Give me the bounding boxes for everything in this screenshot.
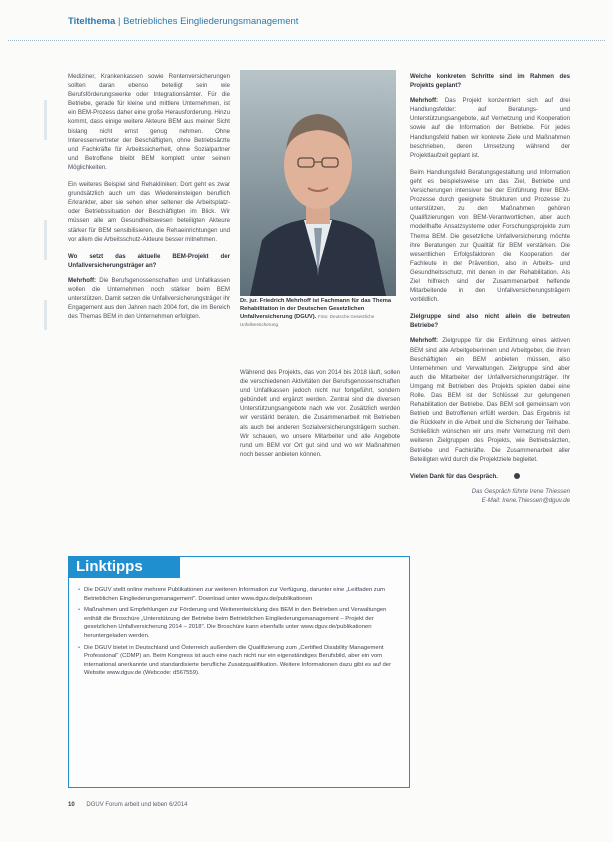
header-topic: Betriebliches Eingliederungsmanagement [123,16,299,27]
answer-lead: Mehrhoff: [410,337,439,345]
page-footer [68,802,187,808]
answer-lead: Mehrhoff: [410,97,439,105]
photo-credit: Foto: Deutsche Gesetzliche Unfallversicherung [240,314,375,327]
interviewer-credit: Das Gespräch führte Irene Thiessen [471,487,570,495]
thanks-line [410,472,570,481]
answer-2 [410,96,570,160]
header-rubric: Titelthema [68,16,116,27]
photo-caption [240,297,396,329]
running-header [68,16,298,27]
thanks-text: Vielen Dank für das Gespräch. [410,472,498,480]
caption-text: Dr. jur. Friedrich Mehrhoff ist Fachmann für das Thema Rehabilitation in der Deutschen Gesetzlichen Unfallversicherung (DGUV). [240,298,392,320]
interviewer-email: E-Mail: Irene.Thiessen@dguv.de [481,496,570,504]
margin-accent [44,300,47,330]
page-number: 10 [68,802,75,808]
answer-1 [68,276,230,321]
end-mark-icon [514,473,520,479]
linktipp-item: • Maßnahmen und Empfehlungen zur Förderung und Weiterentwicklung des BEM in den Betrieben und Verwaltungen enthält die Broschüre „Unterstützung der Betriebe beim Betrieblichen Eingliederungsmanagement – Projekt der gesetzlichen Unfallversicherung 2014 – 2018". Die Broschüre kann ebenfalls unter www.dguv.de/publikationen heruntergeladen werden. [78,606,400,640]
header-separator: | [117,16,121,27]
linktipp-item: • Die DGUV bietet in Deutschland und Österreich außerdem die Qualifizierung zum „Certified Disability Management Professional" (CDMP) an. Beim Kongress ist auch eine nach nicht nur ein eigenständiges Berufsbild, aber ein vom international anerkannte und standardisierte berufliche Zusatzqualifikation. Weitere Informationen dazu gibt es auf der Website www.dguv.de (Webcode: d567559). [78,644,400,678]
left-paragraph-2: Ein weiteres Beispiel sind Rehakliniken: Dort geht es zwar grundsätzlich auch um das Wiedereinsteigen beruflich Erkrankter, aber sie sehen eher seltener die Arbeitsplatz- oder Betriebssituation der Beschäftigten im Blick. Wir müssen alle am Gesundheitswesen beteiligten Akteure stärker für BEM sensibilisieren, die Rehaeinrichtungen und vor allem die Arbeitsschutz-Akteure besser mitnehmen. [68,181,230,243]
linktipps-list [78,586,400,681]
linktipp-item: • Die DGUV stellt online mehrere Publikationen zur weiteren Information zur Verfügung, darunter eine „Leitfaden zum Betrieblichen Eingliederungsmanagement". Download unter www.dguv.de/publikationen [78,586,400,603]
publication-name: DGUV Forum arbeit und leben 6/2014 [86,802,188,808]
portrait-image [240,70,396,296]
question-1: Wo setzt das aktuelle BEM-Projekt der Unfallversicherungsträger an? [68,252,230,269]
linktipps-heading: Linktipps [68,556,180,578]
answer-2-text: Das Projekt konzentriert sich auf drei Handlungsfelder: auf Beratungs- und Unterstützungsangebote, auf Vernetzung und Kooperation sowie auf die Information der Betriebe. Für jedes Handlungsfeld haben wir konkrete Ziele und Maßnahmen beschrieben, deren Umsetzung während der Projektlaufzeit geplant ist. [410,97,571,159]
answer-lead: Mehrhoff: [68,276,97,284]
question-2: Welche konkreten Schritte sind im Rahmen des Projekts geplant? [410,73,570,90]
right-column [410,72,570,505]
margin-accent [44,100,47,140]
middle-column [240,368,400,467]
answer-1-text: Die Berufsgenossenschaften und Unfallkassen wollen die Unternehmen noch stärker beim BEM unterstützen. Damit setzen die Unfallversicherungsträger ihr Engagement aus den Jahren nach 2004 fort, die im Bereich des Themas BEM in den Unternehmen erfolgten. [68,276,230,321]
question-3: Zielgruppe sind also nicht allein die betreuten Betriebe? [410,313,570,330]
answer-3-text: Zielgruppe für die Einführung eines aktiven BEM sind alle Arbeitgeberinnen und Arbeitgeber, die ihren Beschäftigten ein BEM anbieten müssen, also Unternehmen und Verwaltungen. Zielgruppe sind aber auch die Mitarbeiter der Unfallversicherungsträger. Ihr Umgang mit Betrieben des Projekts spielen dabei eine Rolle. Das BEM ist der Schlüssel zur gelungenen Rehabilitation der Betriebe. Das BEM soll gemeinsam von Betrieb und Betroffenen erfüllt werden. Das Ergebnis ist die Rückkehr in die Arbeit und die Sicherung der Teilhabe. Schließlich wünschen wir uns mehr Vernetzung mit dem weiteren Zielgruppen des Projekts, wie Betriebsärzten, Betriebe und Fachkräfte. Die Zusammenarbeit aller Beteiligten wird durch die Projektziele begleitet. [410,337,570,463]
left-column [68,72,230,329]
middle-paragraph: Während des Projekts, das von 2014 bis 2018 läuft, sollen die verschiedenen Aktivitäten der Berufsgenossenschaften und Unfallkassen jedoch nicht nur fortgeführt, sondern gebündelt und ergänzt werden. Zentral sind die diversen Unterstützungsangebote nach wie vor. Zusätzlich werden wir verstärkt beraten, die Zusammenarbeit mit Betrieben als auch bei anderen Sozialversicherungsträgern suchen. Wir schauen, wo unsere Mitarbeiter und alle Angebote rund um BEM vor Ort gut sind und wo wir Maßnahmen noch besser anbieten können. [240,369,400,458]
margin-accent [44,220,47,260]
answer-3 [410,336,570,463]
portrait-photo [240,70,396,296]
answer-2b: Beim Handlungsfeld Beratungsgestaltung und Information geht es beispielsweise um das Ziel, Betriebe und Versicherungen intensiver bei der Einführung ihrer BEM-Prozesse durch geeignete Strukturen und Prozesse zu unterstützen, zu den Maßnahmen gehören Qualifizierungen von BEM-Verantwortlichen, aber auch modellhafte Ansatzsysteme oder Forschungsprojekte zum Thema BEM. Die gesetzliche Unfallversicherung möchte ihre Beratungen zur Qualität für BEM verstärken. Die wesentlichen Erfolgsfaktoren die Kooperation der Fachleute in der Prävention, also in Arbeits- und Gesundheitsschutz, mit denen in der Rehabilitation. Als Ziel hilfreich sind der Zusammenarbeit helfende Mitarbeitende in den Unfallversicherungsträgern vorbildlich. [410,168,570,304]
header-divider [8,40,605,41]
left-paragraph-1: Mediziner, Krankenkassen sowie Rentenversicherungen sollten daran ebenso beteiligt sein wie Berufsförderungswerke oder Integrationsämter. Für die Betriebe, gerade für kleine und mittlere Unternehmen, ist ein BEM-Prozess daher eine große Herausforderung. Hinzu kommt, dass einige weitere Akteure BEM aus meiner Sicht bislang nicht ernst genug nehmen. Ohne Interessenvertreter der Beschäftigten, ohne Betriebsärzte und Fachkräfte für Arbeitssicherheit, ohne Sozialpartner und Betroffene bleibt BEM komplett unter seinen Möglichkeiten. [68,73,230,171]
